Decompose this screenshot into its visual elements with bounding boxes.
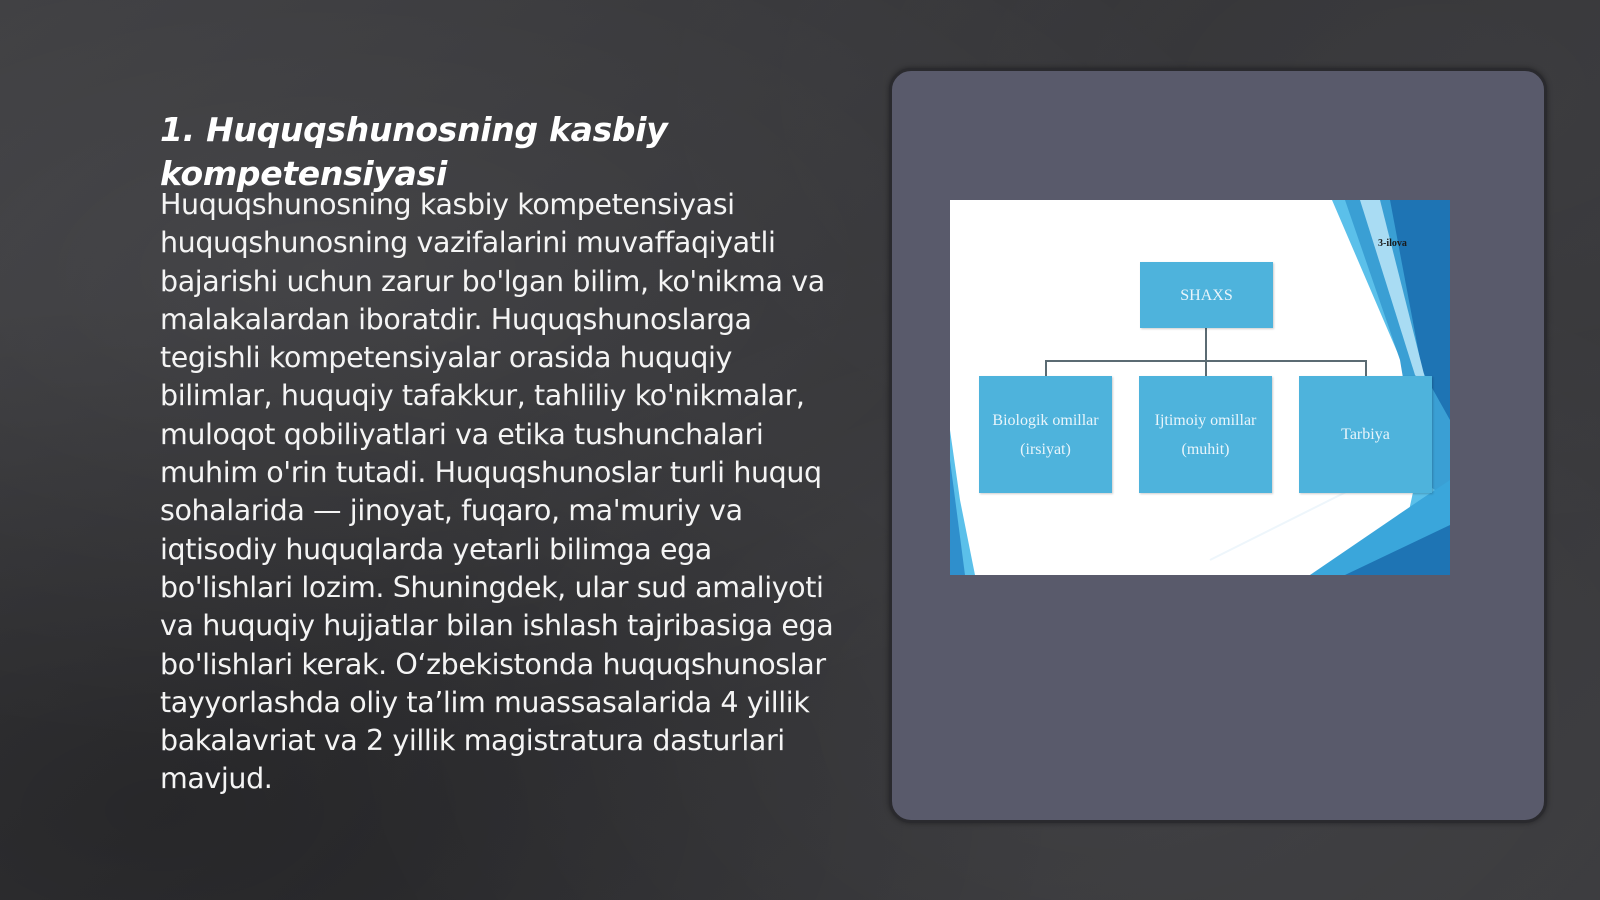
org-node-child: [1139, 376, 1272, 493]
slide-body-text: Huquqshunosning kasbiy kompetensiyasi huquqshunosning vazifalarini muvaffaqiyatli bajarishi uchun zarur bo'lgan bilim, ko'nikma va malakalardan iboratdir. Huquqshunoslarga tegishli kompetensiyalar orasida huquqiy bilimlar, huquqiy tafakkur, tahliliy ko'nikmalar, muloqot qobiliyatlari va etika tushunchalari muhim o'rin tutadi. Huquqshunoslar turli huquq sohalarida — jinoyat, fuqaro, ma'muriy va iqtisodiy huquqlarda yetarli bilimga ega bo'lishlari lozim. Shuningdek, ular sud amaliyoti va huquqiy hujjatlar bilan ishlash tajribasiga ega bo'lishlari kerak. O‘zbekistonda huquqshunoslar tayyorlashda oliy ta’lim muassasalarida 4 yillik bakalavriat va 2 yillik magistratura dasturlari mavjud.: [160, 188, 834, 796]
org-node-label: Ijtimoiy omillar (muhit): [1154, 411, 1257, 458]
org-node-label: SHAXS: [1180, 286, 1233, 304]
org-node-root: [1140, 262, 1273, 328]
org-node-child: [979, 376, 1112, 493]
org-connector: [1205, 328, 1207, 360]
org-node-label: Biologik omillar (irsiyat): [992, 411, 1099, 458]
embedded-slide-number: 3-ilova: [1378, 238, 1407, 249]
org-node-child: [1299, 376, 1432, 493]
org-connector: [1045, 360, 1047, 376]
org-connector: [1365, 360, 1367, 376]
embedded-slide-image: [950, 200, 1450, 575]
org-node-label: Tarbiya: [1341, 426, 1390, 443]
org-connector: [1205, 360, 1207, 376]
slide-title: 1. Huquqshunosning kasbiy kompetensiyasi: [160, 110, 668, 193]
